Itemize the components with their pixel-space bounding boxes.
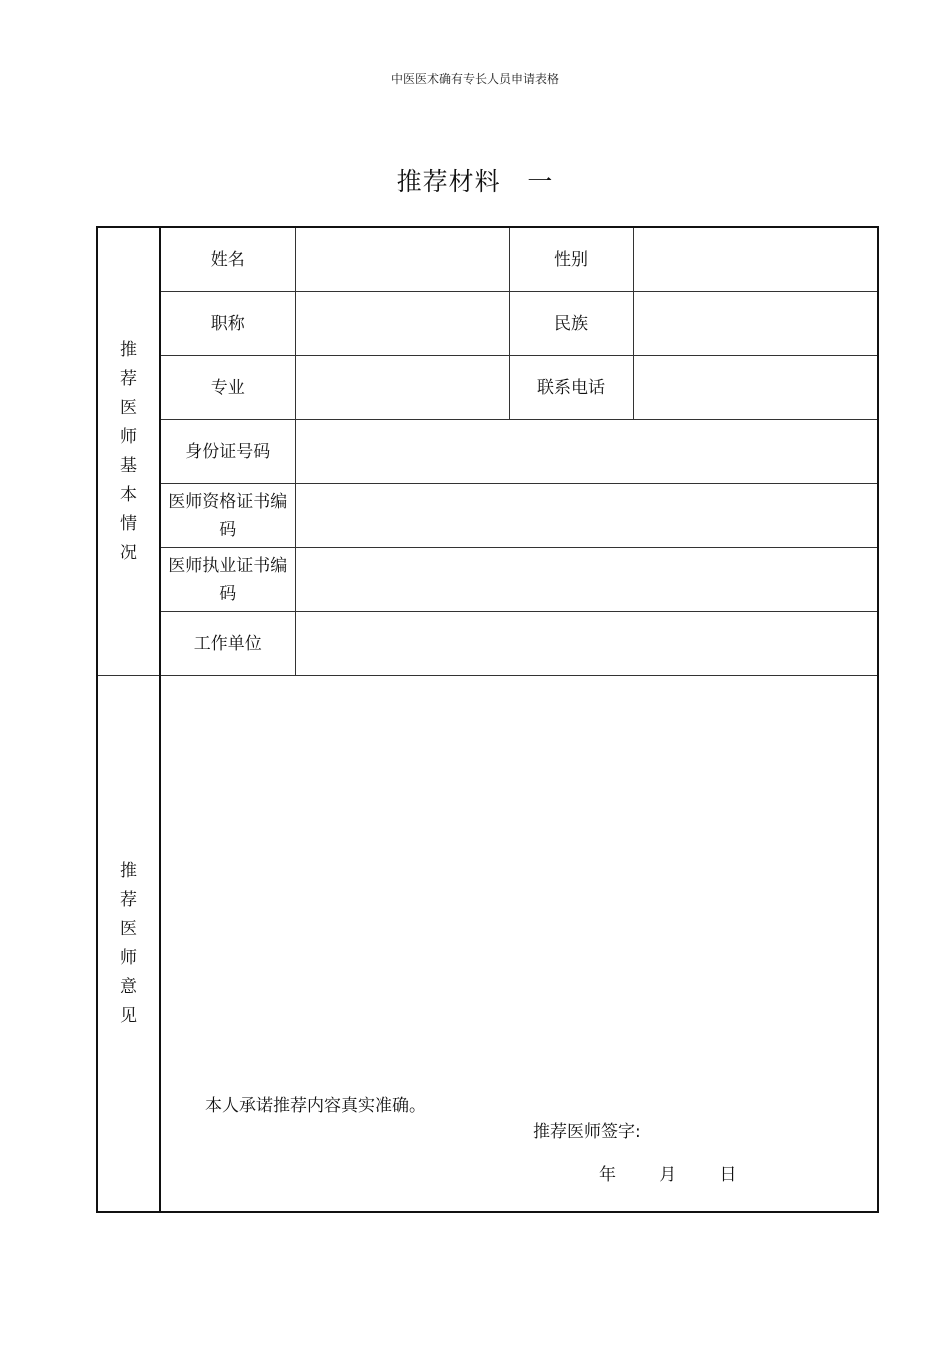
workplace-label: 工作单位 (160, 612, 295, 676)
header-note: 中医医术确有专长人员申请表格 (390, 72, 559, 86)
form-title: 推荐材料 一 (396, 167, 554, 196)
practice-cert-label-text: 医师执业证书编码 (168, 555, 288, 604)
name-field[interactable] (295, 227, 509, 292)
opinion-section-label-text: 推荐医师意见 (120, 860, 137, 1026)
form-row-specialty (97, 356, 878, 420)
title-label: 职称 (160, 292, 295, 356)
form-row-workplace (97, 612, 878, 676)
signature-label: 推荐医师签字: (533, 1122, 641, 1142)
id-number-label: 身份证号码 (160, 420, 295, 484)
gender-field[interactable] (633, 227, 878, 292)
qualification-cert-field[interactable] (295, 484, 878, 548)
pledge-statement: 本人承诺推荐内容真实准确。 (205, 1096, 426, 1116)
ethnicity-field[interactable] (633, 292, 878, 356)
practice-cert-field[interactable] (295, 548, 878, 612)
phone-field[interactable] (633, 356, 878, 420)
practice-cert-label (160, 548, 295, 612)
qualification-cert-label-text: 医师资格证书编码 (168, 491, 288, 540)
form-row-qualification (97, 484, 878, 548)
basic-section-label (97, 227, 160, 676)
form-row-title (97, 292, 878, 356)
date-line: 年 月 日 (599, 1165, 737, 1185)
form-row-practice (97, 548, 878, 612)
specialty-label: 专业 (160, 356, 295, 420)
id-number-field[interactable] (295, 420, 878, 484)
ethnicity-label: 民族 (509, 292, 633, 356)
specialty-field[interactable] (295, 356, 509, 420)
opinion-field[interactable] (160, 676, 878, 1213)
phone-label: 联系电话 (509, 356, 633, 420)
form-row-opinion (97, 676, 878, 1213)
name-label: 姓名 (160, 227, 295, 292)
recommendation-form-table (96, 226, 879, 1213)
workplace-field[interactable] (295, 612, 878, 676)
gender-label: 性别 (509, 227, 633, 292)
form-row-name (97, 227, 878, 292)
opinion-section-label (97, 676, 160, 1213)
title-field[interactable] (295, 292, 509, 356)
form-row-id (97, 420, 878, 484)
qualification-cert-label (160, 484, 295, 548)
basic-section-label-text: 推荐医师基本情况 (120, 339, 137, 563)
